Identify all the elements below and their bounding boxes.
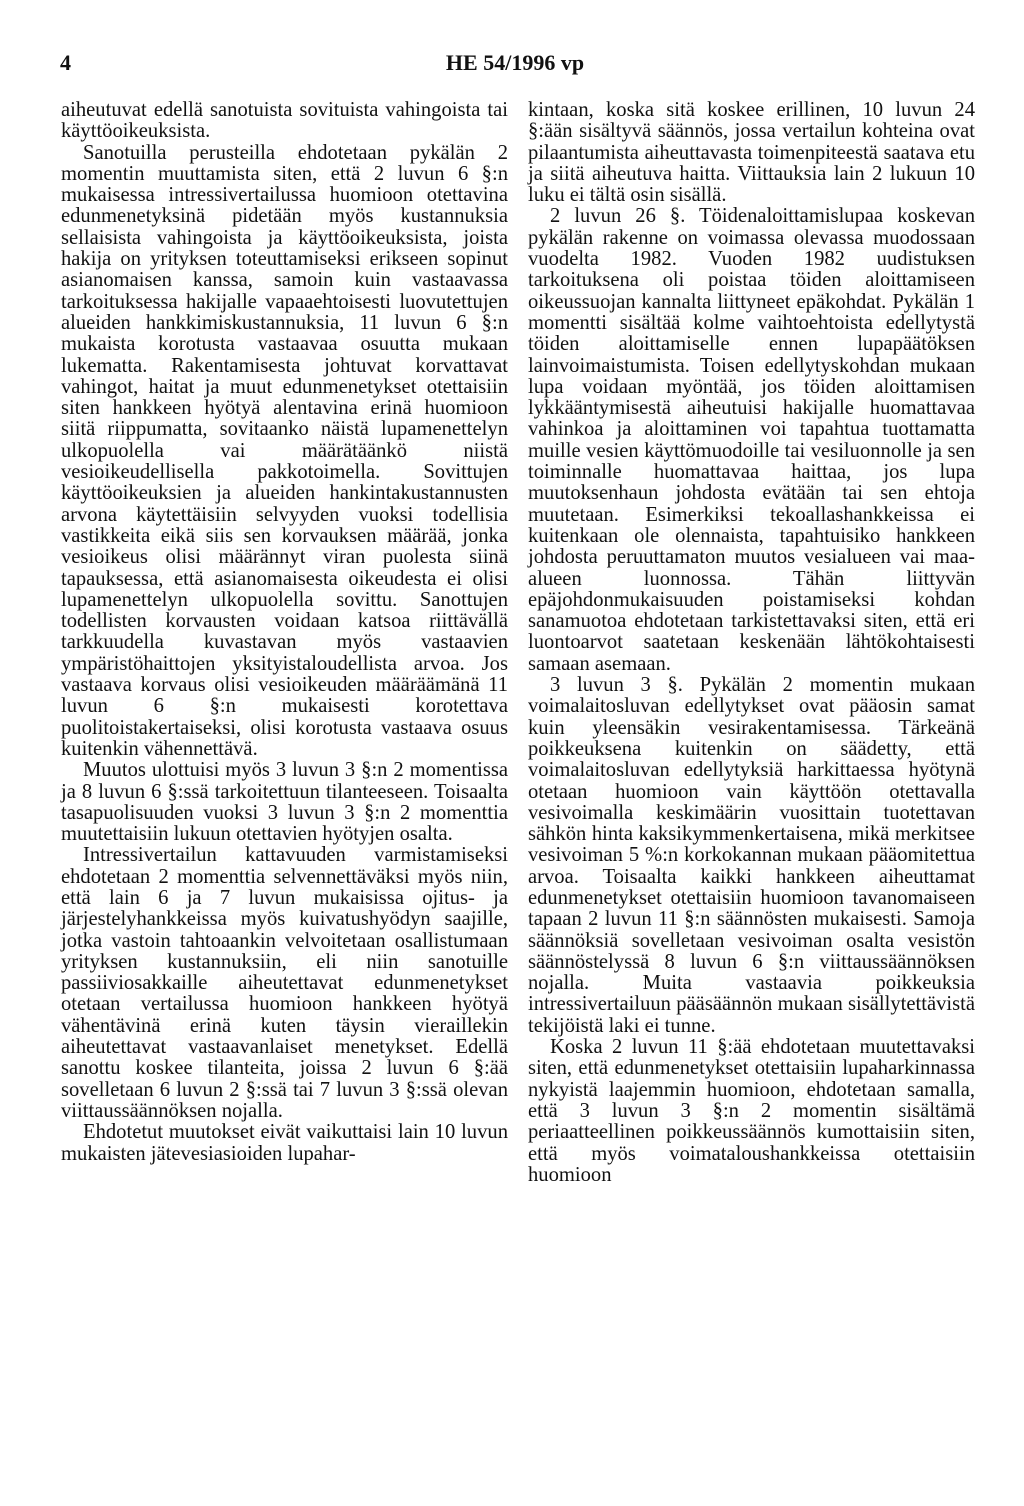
paragraph: 2 luvun 26 §. Töidenaloittamislupaa koskevan pykälän rakenne on voimassa olevassa muodossaan vuodelta 1982. Vuoden 1982 uudistuksen tarkoituksena oli poistaa töiden aloittamiseen oikeussuojan kannalta liittyneet epäkohdat. Pykälän 1 momentti sisältää kolme vaihtoehtoista edellytystä töiden aloittamiselle ennen lupapäätöksen lainvoimaistumista. Toisen edellytyskohdan mukaan lupa voidaan myöntää, jos töiden aloittamisen lykkääntymisestä aiheutuisi hakijalle huomattavaa vahinkoa ja aloittaminen voi tapahtua tuottamatta muille vesien käyttömuodoille tai vesiluonnolle ja sen toiminnalle huomattavaa haittaa, jos lupa muutoksenhaun johdosta evätään tai sen ehtoja muutetaan. Esimerkiksi tekoallashankkeissa ei kuitenkaan ole olennaista, tapahtuisiko hankkeen johdosta peruuttamaton muutos vesialueen vai maa-alueen luonnossa. Tähän liittyvän epäjohdonmukaisuuden poistamiseksi kohdan sanamuotoa ehdotetaan tarkistettavaksi siten, että eri luontoarvot saatetaan keskenään lähtökohtaisesti samaan asemaan. — [528, 205, 975, 675]
paragraph: Ehdotetut muutokset eivät vaikuttaisi lain 10 luvun mukaisten jätevesiasioiden lupahar- — [61, 1121, 508, 1165]
paragraph: Intressivertailun kattavuuden varmistamiseksi ehdotetaan 2 momenttia selvennettäväksi myös niin, että lain 6 ja 7 luvun mukaisissa ojitus- ja järjestelyhankkeissa myös kuivatushyödyn saajille, jotka vastoin tahtoaankin velvoitetaan osallistumaan yrityksen kustannuksiin, eli niin sanotuille passiiviosakkaille aiheutettavat edunmenetykset otetaan vertailussa huomioon hankkeen hyötyä vähentävinä erinä kuten täysin vieraillekin aiheutettavat vastaavanlaiset menetykset. Edellä sanottu koskee tilanteita, joissa 2 luvun 6 §:ää sovelletaan 6 luvun 2 §:ssä tai 7 luvun 3 §:ssä olevan viittaussäännöksen nojalla. — [61, 844, 508, 1122]
left-column — [61, 100, 508, 1165]
page-number: 4 — [60, 50, 71, 75]
paragraph: 3 luvun 3 §. Pykälän 2 momentin mukaan voimalaitosluvan edellytykset ovat pääosin samat kuin yleensäkin vesirakentamisessa. Tärkeänä poikkeuksena kuitenkin on säädetty, että voimalaitosluvan edellytyksiä harkittaessa hyötynä otetaan huomioon vain käyttöön otettavalla vesivoimalla keskimäärin vuosittain tuotettavan sähkön hinta kaksikymmenkertaisena, mikä merkitsee vesivoiman 5 %:n korkokannan mukaan pääomitettua arvoa. Toisaalta kaikki hankkeen aiheuttamat edunmenetykset otettaisiin huomioon tavanomaiseen tapaan 2 luvun 11 §:n säännösten mukaisesti. Samoja säännöksiä sovelletaan vesivoiman osalta vesistön säännöstelyssä 8 luvun 6 §:n viittaussäännöksen nojalla. Muita vastaavia poikkeuksia intressivertailuun pääsäännön mukaan sisällytettävistä tekijöistä laki ei tunne. — [528, 674, 975, 1037]
paragraph: kintaan, koska sitä koskee erillinen, 10 luvun 24 §:ään sisältyvä säännös, jossa vertailun kohteina ovat pilaantumista aiheuttavasta toimenpiteestä saatava etu ja siitä aiheutuva haitta. Viittauksia lain 2 lukuun 10 luku ei tältä osin sisällä. — [528, 99, 975, 207]
paragraph: aiheutuvat edellä sanotuista sovituista vahingoista tai käyttöoikeuksista. — [61, 99, 508, 143]
right-column — [528, 100, 975, 1186]
document-id: HE 54/1996 vp — [445, 50, 585, 75]
paragraph: Muutos ulottuisi myös 3 luvun 3 §:n 2 momentissa ja 8 luvun 6 §:ssä tarkoitettuun tilanteeseen. Toisaalta tasapuolisuuden vuoksi 3 luvun 3 §:n 2 momenttia muutettaisiin lukuun otettavien hyötyjen osalta. — [61, 759, 508, 846]
page-header — [60, 50, 970, 80]
paragraph: Koska 2 luvun 11 §:ää ehdotetaan muutettavaksi siten, että edunmenetykset otettaisiin lupaharkinnassa nykyistä laajemmin huomioon, ehdotetaan samalla, että 3 luvun 3 §:n 2 momentin sisältämä periaatteellinen poikkeussäännös kumottaisiin siten, että myös voimataloushankkeissa otettaisiin huomioon — [528, 1036, 975, 1186]
paragraph: Sanotuilla perusteilla ehdotetaan pykälän 2 momentin muuttamista siten, että 2 luvun 6 §:n mukaisessa intressivertailussa huomioon otettavina edunmenetyksinä pidetään myös kustannuksia sellaisista vahingoista ja käyttöoikeuksista, joista hakija on yrityksen toteuttamiseksi erikseen sopinut asianomaisen kanssa, samoin kuin vastaavassa tarkoituksessa hakijalle vapaaehtoisesti luovutettujen alueiden hankkimiskustannuksia, 11 luvun 6 §:n mukaista korotusta vastaavaa osuutta mukaan lukematta. Rakentamisesta johtuvat korvattavat vahingot, haitat ja muut edunmenetykset otettaisiin siten hankkeen hyötyä alentavina erinä huomioon siitä riippumatta, sovitaanko näistä lupamenettelyn ulkopuolella vai määrätäänkö niistä vesioikeudellisella pakkotoimella. Sovittujen käyttöoikeuksien ja alueiden hankintakustannusten arvona käytettäisiin selvyyden vuoksi todellisia vastikkeita eikä siis sen korvauksen määrää, jonka vesioikeus olisi määrännyt viran puolesta siinä tapauksessa, että asianomaisesta oikeudesta ei olisi lupamenettelyn ulkopuolella sovittu. Sanottujen todellisten korvausten voidaan katsoa riittävällä tarkkuudella kuvastavan myös vastaavien ympäristöhaittojen yksityistaloudellista arvoa. Jos vastaava korvaus olisi vesioikeuden määräämänä 11 luvun 6 §:n mukaisesti korotettava puolitoistakertaiseksi, olisi korotusta vastaava osuus kuitenkin vähennettävä. — [61, 141, 508, 760]
